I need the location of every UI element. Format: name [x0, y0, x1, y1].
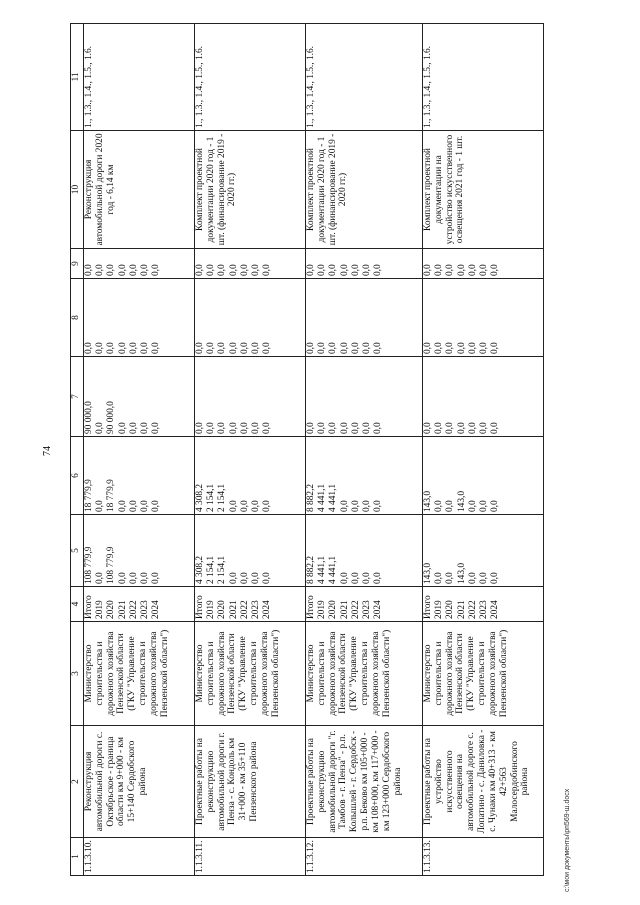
federal-budget-value: 0,0	[339, 422, 350, 434]
local-budget	[195, 279, 306, 357]
local-budget-value: 0,0	[478, 342, 489, 354]
header-cell: 10	[71, 131, 84, 249]
year-cell-value: 2022	[350, 600, 361, 619]
federal-budget-value: 0,0	[490, 422, 501, 434]
other-sources-value: 0,0	[306, 264, 316, 276]
year-cell-value: 2021	[339, 600, 350, 619]
table-row	[84, 24, 195, 876]
local-budget-value: 0,0	[306, 342, 316, 354]
total-funding-value: 0,0	[445, 572, 456, 584]
local-budget-value: 0,0	[317, 342, 328, 354]
federal-budget-value: 0,0	[139, 422, 150, 434]
federal-budget-value: 0,0	[350, 422, 361, 434]
regional-budget-value: 4 441,1	[317, 483, 328, 512]
total-funding-value: 0,0	[95, 572, 106, 584]
expected-result: Реконструкция автомобильной дороги 2020 год - 6,14 км	[84, 131, 195, 249]
total-funding-value: 0,0	[151, 572, 162, 584]
expected-result: Комплект проектной документации 2020 год - 1 шт. (финансирование 2019 - 2020 гг.)	[195, 131, 306, 249]
total-funding-value: 0,0	[128, 572, 139, 584]
local-budget	[84, 279, 195, 357]
regional-budget-value: 0,0	[228, 500, 239, 512]
year-cell-value: 2019	[206, 600, 217, 619]
expected-result: Комплект проектной документации 2020 год - 1 шт. (финансирование 2019 - 2020 гг.)	[306, 131, 423, 249]
local-budget-value: 0,0	[206, 342, 217, 354]
other-sources-value: 0,0	[434, 264, 445, 276]
page-number: 74	[42, 446, 53, 456]
year-cell-value: 2022	[128, 600, 139, 619]
federal-budget-value: 0,0	[445, 422, 456, 434]
year-cell-value: 2019	[95, 600, 106, 619]
federal-budget-value: 0,0	[206, 422, 217, 434]
regional-budget-value: 143,0	[423, 490, 433, 512]
federal-budget-value: 0,0	[128, 422, 139, 434]
other-sources-value: 0,0	[117, 264, 128, 276]
year-cell-value: 2020	[328, 600, 339, 619]
federal-budget-value: 0,0	[95, 422, 106, 434]
other-sources-value: 0,0	[350, 264, 361, 276]
year-cell	[423, 587, 544, 622]
other-sources-value: 0,0	[423, 264, 433, 276]
local-budget-value: 0,0	[467, 342, 478, 354]
federal-budget-value: 0,0	[250, 422, 261, 434]
total-funding-value: 4 441,1	[317, 555, 328, 584]
header-cell: 6	[71, 437, 84, 515]
other-sources-value: 0,0	[151, 264, 162, 276]
year-cell-value: 2024	[373, 600, 384, 619]
federal-budget-value: 0,0	[328, 422, 339, 434]
other-sources-value: 0,0	[373, 264, 384, 276]
local-budget-value: 0,0	[328, 342, 339, 354]
regional-budget	[423, 437, 544, 515]
regional-budget-value: 0,0	[139, 500, 150, 512]
indicator-refs: 1., 1.3., 1.4., 1.5., 1.6.	[306, 24, 423, 131]
other-sources-value: 0,0	[250, 264, 261, 276]
local-budget-value: 0,0	[95, 342, 106, 354]
year-cell-value: 2024	[490, 600, 501, 619]
program-table	[70, 23, 544, 876]
total-funding-value: 4 441,1	[328, 555, 339, 584]
other-sources-value: 0,0	[228, 264, 239, 276]
regional-budget-value: 0,0	[262, 500, 273, 512]
local-budget-value: 0,0	[195, 342, 205, 354]
federal-budget	[306, 357, 423, 437]
federal-budget	[423, 357, 544, 437]
total-funding-value: 0,0	[262, 572, 273, 584]
total-funding-value: 0,0	[434, 572, 445, 584]
footer-path: c:\мои документы\рп569-ш.docx	[564, 788, 571, 892]
activity-name: Реконструкция автомобильной дороги с. Октябрьское - граница области км 9+000 - км 15+140 Сердобского района	[84, 726, 195, 838]
regional-budget-value: 0,0	[361, 500, 372, 512]
table-row	[195, 24, 306, 876]
federal-budget-value: 0,0	[373, 422, 384, 434]
local-budget-value: 0,0	[373, 342, 384, 354]
other-sources-value: 0,0	[328, 264, 339, 276]
other-sources	[195, 249, 306, 279]
other-sources-value: 0,0	[361, 264, 372, 276]
federal-budget-value: 0,0	[228, 422, 239, 434]
local-budget-value: 0,0	[456, 342, 467, 354]
total-funding	[306, 515, 423, 587]
total-funding-value: 0,0	[228, 572, 239, 584]
header-cell: 3	[71, 622, 84, 726]
regional-budget-value: 8 882,2	[306, 483, 316, 512]
local-budget-value: 0,0	[445, 342, 456, 354]
year-cell	[195, 587, 306, 622]
total-funding	[84, 515, 195, 587]
regional-budget-value: 0,0	[250, 500, 261, 512]
other-sources-value: 0,0	[84, 264, 94, 276]
local-budget	[423, 279, 544, 357]
row-number: 1.1.3.13.	[423, 838, 544, 876]
row-number: 1.1.3.11.	[195, 838, 306, 876]
year-cell	[306, 587, 423, 622]
year-cell-value: Итого	[423, 595, 433, 619]
total-funding-value: 0,0	[350, 572, 361, 584]
year-cell-value: 2024	[151, 600, 162, 619]
header-cell: 2	[71, 726, 84, 838]
total-funding-value: 0,0	[239, 572, 250, 584]
year-cell-value: 2021	[456, 600, 467, 619]
year-cell-value: 2023	[250, 600, 261, 619]
table-row	[306, 24, 423, 876]
header-cell: 9	[71, 249, 84, 279]
local-budget-value: 0,0	[128, 342, 139, 354]
year-cell-value: Итого	[84, 595, 94, 619]
regional-budget-value: 0,0	[128, 500, 139, 512]
federal-budget-value: 0,0	[151, 422, 162, 434]
regional-budget-value: 18 779,9	[84, 479, 94, 512]
year-cell-value: 2021	[117, 600, 128, 619]
total-funding-value: 0,0	[339, 572, 350, 584]
header-cell: 1	[71, 838, 84, 876]
other-sources	[423, 249, 544, 279]
federal-budget-value: 0,0	[434, 422, 445, 434]
local-budget-value: 0,0	[139, 342, 150, 354]
total-funding-value: 143,0	[456, 562, 467, 584]
regional-budget-value: 18 779,9	[106, 479, 117, 512]
total-funding-value: 0,0	[250, 572, 261, 584]
other-sources-value: 0,0	[490, 264, 501, 276]
local-budget-value: 0,0	[434, 342, 445, 354]
federal-budget-value: 0,0	[478, 422, 489, 434]
year-cell-value: 2020	[106, 600, 117, 619]
local-budget-value: 0,0	[239, 342, 250, 354]
header-cell: 5	[71, 515, 84, 587]
regional-budget-value: 0,0	[239, 500, 250, 512]
local-budget-value: 0,0	[423, 342, 433, 354]
year-cell-value: 2023	[139, 600, 150, 619]
total-funding-value: 0,0	[117, 572, 128, 584]
regional-budget-value: 2 154,1	[206, 483, 217, 512]
federal-budget-value: 0,0	[262, 422, 273, 434]
total-funding-value: 108 779,9	[84, 546, 94, 584]
regional-budget-value: 0,0	[445, 500, 456, 512]
indicator-refs: 1., 1.3., 1.4., 1.5., 1.6.	[423, 24, 544, 131]
total-funding-value: 2 154,1	[206, 555, 217, 584]
header-cell: 11	[71, 24, 84, 131]
local-budget-value: 0,0	[151, 342, 162, 354]
regional-budget-value: 0,0	[434, 500, 445, 512]
header-row	[71, 24, 84, 876]
local-budget-value: 0,0	[490, 342, 501, 354]
year-cell-value: 2024	[262, 600, 273, 619]
year-cell-value: 2022	[239, 600, 250, 619]
total-funding-value: 0,0	[490, 572, 501, 584]
total-funding	[423, 515, 544, 587]
indicator-refs: 1., 1.3., 1.4., 1.5., 1.6.	[195, 24, 306, 131]
other-sources-value: 0,0	[456, 264, 467, 276]
federal-budget	[195, 357, 306, 437]
federal-budget-value: 90 000,0	[106, 401, 117, 434]
local-budget-value: 0,0	[217, 342, 228, 354]
other-sources-value: 0,0	[139, 264, 150, 276]
federal-budget-value: 0,0	[217, 422, 228, 434]
regional-budget	[306, 437, 423, 515]
local-budget-value: 0,0	[350, 342, 361, 354]
federal-budget-value: 0,0	[239, 422, 250, 434]
regional-budget-value: 0,0	[467, 500, 478, 512]
regional-budget-value: 4 441,1	[328, 483, 339, 512]
other-sources-value: 0,0	[262, 264, 273, 276]
activity-name: Проектные работы на устройство искусственного освещения на автомобильной дороге с. Лопатино - с. Даниловка - с. Чунаки км 40+313 - км 42+563 Малосердобинского района	[423, 726, 544, 838]
local-budget-value: 0,0	[250, 342, 261, 354]
regional-budget-value: 0,0	[350, 500, 361, 512]
year-cell-value: 2020	[217, 600, 228, 619]
regional-budget-value: 0,0	[117, 500, 128, 512]
local-budget-value: 0,0	[228, 342, 239, 354]
federal-budget-value: 0,0	[306, 422, 316, 434]
total-funding-value: 4 308,2	[195, 555, 205, 584]
activity-name: Проектные работы на реконструкцию автомобильной дороги "г. Тамбов - г. Пенза" - р.п. Колышлей - г. Сердобск - р.п. Бековo км 105+000 - км 108+000, км 117+000 - км 123+000 Сердобского района	[306, 726, 423, 838]
regional-budget-value: 0,0	[373, 500, 384, 512]
other-sources-value: 0,0	[478, 264, 489, 276]
other-sources-value: 0,0	[467, 264, 478, 276]
federal-budget	[84, 357, 195, 437]
regional-budget-value: 0,0	[95, 500, 106, 512]
executor: Министерство строительства и дорожного хозяйства Пензенской области (ГКУ "Управление строительства и дорожного хозяйства Пензенской области")	[306, 622, 423, 726]
year-cell-value: 2021	[228, 600, 239, 619]
other-sources-value: 0,0	[95, 264, 106, 276]
total-funding-value: 0,0	[361, 572, 372, 584]
rotated-page	[42, 24, 571, 892]
other-sources-value: 0,0	[206, 264, 217, 276]
other-sources-value: 0,0	[339, 264, 350, 276]
regional-budget-value: 4 308,2	[195, 483, 205, 512]
year-cell-value: 2019	[317, 600, 328, 619]
row-number: 1.1.3.10.	[84, 838, 195, 876]
total-funding-value: 8 882,2	[306, 555, 316, 584]
year-cell-value: Итого	[195, 595, 205, 619]
local-budget	[306, 279, 423, 357]
year-cell-value: 2023	[361, 600, 372, 619]
federal-budget-value: 0,0	[467, 422, 478, 434]
local-budget-value: 0,0	[84, 342, 94, 354]
local-budget-value: 0,0	[361, 342, 372, 354]
regional-budget	[195, 437, 306, 515]
total-funding-value: 0,0	[478, 572, 489, 584]
total-funding-value: 2 154,1	[217, 555, 228, 584]
regional-budget-value: 0,0	[490, 500, 501, 512]
year-cell	[84, 587, 195, 622]
header-cell: 8	[71, 279, 84, 357]
total-funding-value: 0,0	[139, 572, 150, 584]
executor: Министерство строительства и дорожного хозяйства Пензенской области (ГКУ "Управление строительства и дорожного хозяйства Пензенской области")	[84, 622, 195, 726]
total-funding	[195, 515, 306, 587]
other-sources	[84, 249, 195, 279]
other-sources-value: 0,0	[106, 264, 117, 276]
total-funding-value: 143,0	[423, 562, 433, 584]
row-number: 1.1.3.12.	[306, 838, 423, 876]
federal-budget-value: 0,0	[456, 422, 467, 434]
federal-budget-value: 0,0	[195, 422, 205, 434]
other-sources	[306, 249, 423, 279]
federal-budget-value: 0,0	[361, 422, 372, 434]
other-sources-value: 0,0	[195, 264, 205, 276]
total-funding-value: 0,0	[467, 572, 478, 584]
local-budget-value: 0,0	[106, 342, 117, 354]
total-funding-value: 0,0	[373, 572, 384, 584]
regional-budget-value: 0,0	[151, 500, 162, 512]
federal-budget-value: 0,0	[423, 422, 433, 434]
other-sources-value: 0,0	[239, 264, 250, 276]
total-funding-value: 108 779,9	[106, 546, 117, 584]
federal-budget-value: 0,0	[317, 422, 328, 434]
table-row	[423, 24, 544, 876]
table-body	[84, 24, 544, 876]
expected-result: Комплект проектной документации на устройство искусственного освещения 2021 год - 1 шт.	[423, 131, 544, 249]
year-cell-value: 2020	[445, 600, 456, 619]
year-cell-value: Итого	[306, 595, 316, 619]
year-cell-value: 2023	[478, 600, 489, 619]
local-budget-value: 0,0	[117, 342, 128, 354]
federal-budget-value: 0,0	[117, 422, 128, 434]
regional-budget-value: 0,0	[478, 500, 489, 512]
local-budget-value: 0,0	[339, 342, 350, 354]
regional-budget-value: 143,0	[456, 490, 467, 512]
other-sources-value: 0,0	[128, 264, 139, 276]
year-cell-value: 2019	[434, 600, 445, 619]
activity-name: Проектные работы на реконструкцию автомобильной дороги г. Пенза - с. Кондоль км 31+000 - км 35+110 Пензенского района	[195, 726, 306, 838]
federal-budget-value: 90 000,0	[84, 401, 94, 434]
executor: Министерство строительства и дорожного хозяйства Пензенской области (ГКУ "Управление строительства и дорожного хозяйства Пензенской области")	[195, 622, 306, 726]
header-cell: 7	[71, 357, 84, 437]
year-cell-value: 2022	[467, 600, 478, 619]
other-sources-value: 0,0	[317, 264, 328, 276]
regional-budget	[84, 437, 195, 515]
local-budget-value: 0,0	[262, 342, 273, 354]
other-sources-value: 0,0	[445, 264, 456, 276]
regional-budget-value: 2 154,1	[217, 483, 228, 512]
other-sources-value: 0,0	[217, 264, 228, 276]
indicator-refs: 1., 1.3., 1.4., 1.5., 1.6.	[84, 24, 195, 131]
header-cell: 4	[71, 587, 84, 622]
executor: Министерство строительства и дорожного хозяйства Пензенской области (ГКУ "Управление строительства и дорожного хозяйства Пензенской области")	[423, 622, 544, 726]
regional-budget-value: 0,0	[339, 500, 350, 512]
